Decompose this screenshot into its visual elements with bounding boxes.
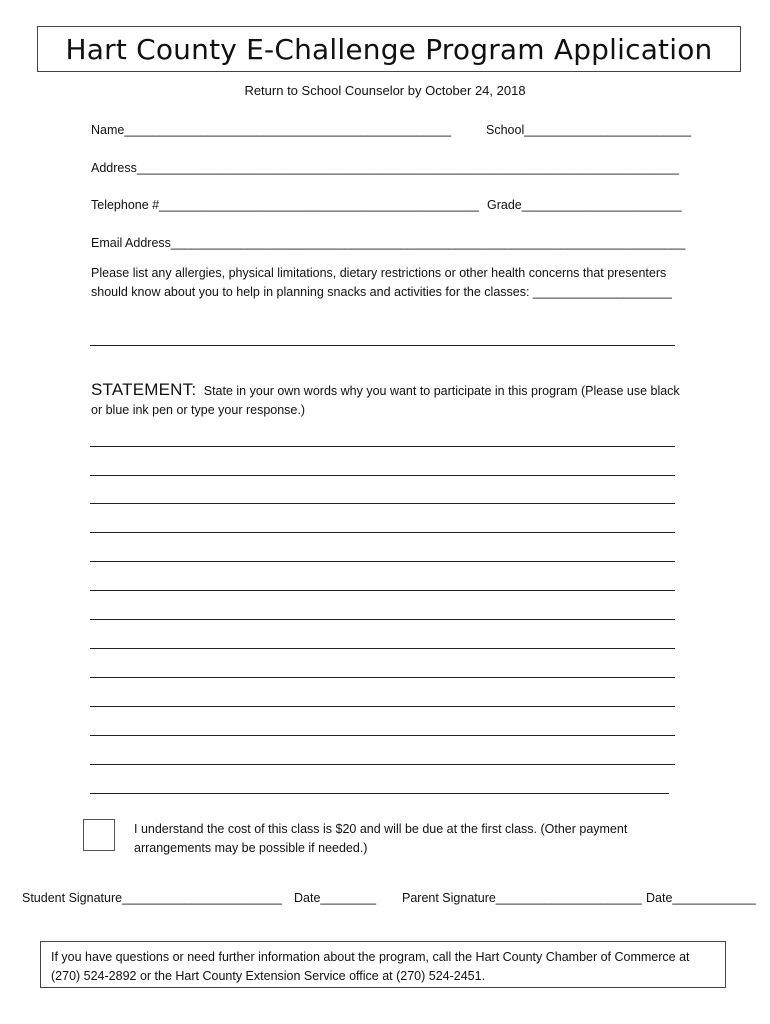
statement-answer-line[interactable] — [90, 648, 675, 649]
statement-answer-line[interactable] — [90, 503, 675, 504]
statement-label: STATEMENT: — [91, 380, 197, 399]
statement-answer-line[interactable] — [90, 590, 675, 591]
statement-answer-line[interactable] — [90, 735, 675, 736]
school-field[interactable]: School________________________ — [486, 123, 692, 137]
statement-answer-line[interactable] — [90, 764, 675, 765]
telephone-field[interactable]: Telephone #______________________________________________ — [91, 198, 479, 212]
email-field[interactable]: Email Address__________________________________________________________________________ — [91, 236, 686, 250]
grade-field[interactable]: Grade_______________________ — [487, 198, 682, 212]
title-box — [37, 26, 741, 72]
parent-signature-field[interactable]: Parent Signature_____________________ — [402, 891, 642, 905]
cost-agreement-text — [134, 820, 694, 858]
health-line-2[interactable]: should know about you to help in planning snacks and activities for the classes: ____________________ — [91, 285, 672, 299]
contact-info-box — [40, 941, 726, 988]
address-field[interactable]: Address______________________________________________________________________________ — [91, 161, 680, 175]
statement-answer-line[interactable] — [90, 619, 675, 620]
statement-text-2: or blue ink pen or type your response.) — [91, 403, 306, 417]
agreement-line-1: I understand the cost of this class is $20 and will be due at the first class. (Other payment — [134, 822, 628, 836]
health-answer-line[interactable] — [90, 345, 675, 346]
statement-heading-row — [91, 380, 680, 400]
parent-date-field[interactable]: Date____________ — [646, 891, 756, 905]
cost-agreement-checkbox[interactable] — [83, 819, 115, 851]
statement-answer-line[interactable] — [90, 532, 675, 533]
student-date-field[interactable]: Date________ — [294, 891, 377, 905]
statement-text-1: State in your own words why you want to participate in this program (Please use black — [203, 384, 680, 398]
health-concerns-prompt — [91, 264, 691, 302]
page-title: Hart County E-Challenge Program Application — [65, 32, 713, 66]
student-signature-field[interactable]: Student Signature_______________________ — [22, 891, 282, 905]
statement-answer-line[interactable] — [90, 446, 675, 447]
contact-line-1: If you have questions or need further information about the program, call the Hart County Chamber of Commerce at — [51, 950, 690, 964]
statement-answer-line[interactable] — [90, 793, 669, 794]
name-field[interactable]: Name_______________________________________________ — [91, 123, 452, 137]
statement-answer-line[interactable] — [90, 706, 675, 707]
statement-answer-line[interactable] — [90, 475, 675, 476]
statement-answer-line[interactable] — [90, 561, 675, 562]
return-instructions: Return to School Counselor by October 24, 2018 — [244, 83, 526, 98]
contact-line-2: (270) 524-2892 or the Hart County Extension Service office at (270) 524-2451. — [51, 969, 486, 983]
agreement-line-2: arrangements may be possible if needed.) — [134, 841, 368, 855]
statement-answer-line[interactable] — [90, 677, 675, 678]
health-line-1: Please list any allergies, physical limitations, dietary restrictions or other health concerns that presenters — [91, 266, 667, 280]
